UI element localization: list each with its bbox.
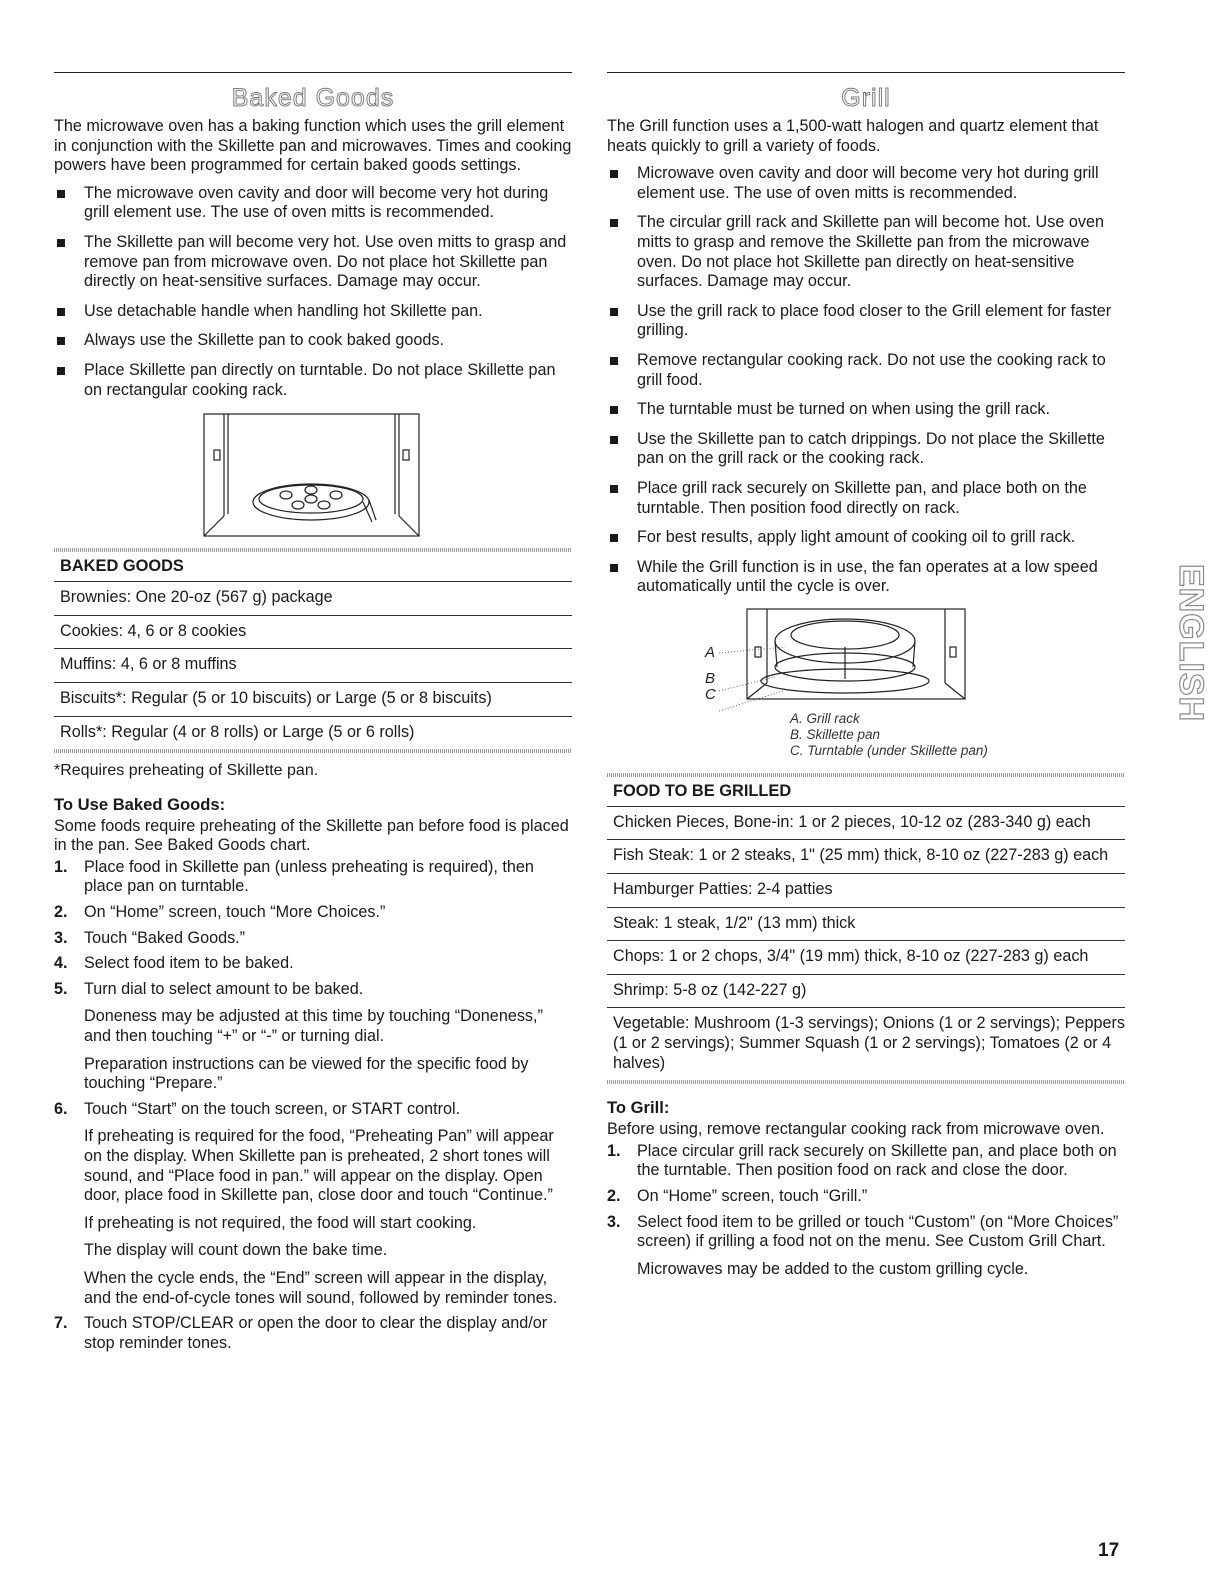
table-row: Vegetable: Mushroom (1-3 servings); Onions (1 or 2 servings); Peppers (1 or 2 servings); Summer Squash (1 or 2 servings); Tomatoes (2 or 4 halves) <box>613 1014 1125 1072</box>
step-number: 1. <box>54 857 68 876</box>
list-item: For best results, apply light amount of cooking oil to grill rack. <box>607 528 1125 548</box>
table-bottom-border <box>607 1080 1125 1084</box>
table-row: Chicken Pieces, Bone-in: 1 or 2 pieces, 10-12 oz (283-340 g) each <box>607 807 1125 841</box>
list-item: Use the Skillette pan to catch drippings. Do not place the Skillette pan on the grill rack or the cooking rack. <box>607 430 1125 469</box>
grill-oven-drawing <box>607 607 1125 703</box>
bullet-square-icon <box>610 357 618 365</box>
bullet-square-icon <box>57 308 65 316</box>
step-note: Preparation instructions can be viewed for the specific food by touching “Prepare.” <box>84 1054 529 1093</box>
step-note: Doneness may be adjusted at this time by touching “Doneness,” and then touching “+” or “-” or turning dial. <box>84 1007 543 1046</box>
step-text: Touch “Baked Goods.” <box>84 928 246 947</box>
bullet-square-icon <box>57 337 65 345</box>
bullet-square-icon <box>610 219 618 227</box>
step-note: If preheating is not required, the food will start cooking. <box>84 1213 477 1232</box>
table-row: Muffins: 4, 6 or 8 muffins <box>54 649 572 683</box>
skillette-turntable-illustration <box>54 410 572 542</box>
bullet-square-icon <box>610 436 618 444</box>
bullet-square-icon <box>610 308 618 316</box>
label-b: B <box>705 669 716 687</box>
table-row: Cookies: 4, 6 or 8 cookies <box>54 616 572 650</box>
english-tab-text: ENGLISH <box>1172 564 1210 723</box>
top-rule <box>607 72 1125 73</box>
step-text: Select food item to be baked. <box>84 954 294 973</box>
step-number: 3. <box>54 928 68 947</box>
step-text: Turn dial to select amount to be baked. <box>84 979 364 998</box>
table-row: Biscuits*: Regular (5 or 10 biscuits) or Large (5 or 8 biscuits) <box>54 683 572 717</box>
list-item: Remove rectangular cooking rack. Do not use the cooking rack to grill food. <box>607 351 1125 390</box>
baked-goods-column <box>54 72 572 1359</box>
step-number: 6. <box>54 1099 68 1118</box>
grill-rack-illustration <box>607 607 1125 703</box>
footnote-preheating: *Requires preheating of Skillette pan. <box>54 762 319 780</box>
step-item <box>54 903 572 923</box>
step-text: On “Home” screen, touch “Grill.” <box>637 1187 868 1205</box>
table-row: Rolls*: Regular (4 or 8 rolls) or Large (5 or 6 rolls) <box>60 722 415 741</box>
step-item <box>607 1213 1125 1280</box>
step-item <box>607 1187 1125 1207</box>
step-note: The display will count down the bake time. <box>84 1241 388 1260</box>
language-side-tab <box>1150 560 1210 770</box>
baked-steps-list <box>54 858 572 1353</box>
step-text: On “Home” screen, touch “More Choices.” <box>84 903 386 922</box>
figure-caption-c: C. Turntable (under Skillette pan) <box>790 742 988 758</box>
grill-steps-list <box>607 1142 1125 1280</box>
baked-use-intro: Some foods require preheating of the Skillette pan before food is placed in the pan. See Baked Goods chart. <box>54 816 569 855</box>
step-text: Touch “Start” on the touch screen, or START control. <box>84 1099 461 1118</box>
step-item <box>54 1100 572 1308</box>
step-note: If preheating is required for the food, “Preheating Pan” will appear on the display. When Skillette pan is preheated, 2 short tones will sound, and “Place food in pan.” will appear on the display. Open door, place food in Skillette pan, close door and touch “Continue.” <box>84 1127 554 1205</box>
bullet-square-icon <box>610 534 618 542</box>
table-header: FOOD TO BE GRILLED <box>607 777 1125 807</box>
grill-intro: The Grill function uses a 1,500-watt halogen and quartz element that heats quickly to grill a variety of foods. <box>607 117 1099 155</box>
label-a: A <box>705 643 716 661</box>
page-number: 17 <box>1098 1540 1120 1561</box>
step-text: Touch STOP/CLEAR or open the door to clear the display and/or stop reminder tones. <box>84 1314 548 1352</box>
table-row: Fish Steak: 1 or 2 steaks, 1" (25 mm) thick, 8-10 oz (227-283 g) each <box>607 840 1125 874</box>
step-number: 2. <box>607 1187 621 1205</box>
baked-bullet-list <box>54 184 572 400</box>
step-item <box>607 1142 1125 1181</box>
bullet-square-icon <box>610 485 618 493</box>
step-item <box>54 980 572 1094</box>
heading-to-use-baked-goods: To Use Baked Goods: <box>54 794 226 814</box>
step-note: When the cycle ends, the “End” screen will appear in the display, and the end-of-cycle tones will sound, followed by reminder tones. <box>84 1268 558 1307</box>
bullet-square-icon <box>610 564 618 572</box>
list-item: The microwave oven cavity and door will become very hot during grill element use. The use of oven mitts is recommended. <box>54 184 572 223</box>
grill-use-intro: Before using, remove rectangular cooking rack from microwave oven. <box>607 1120 1105 1139</box>
section-title-baked-goods: Baked Goods <box>231 84 395 112</box>
step-text: Place food in Skillette pan (unless preheating is required), then place pan on turntable. <box>84 857 534 896</box>
oven-cavity-drawing <box>54 410 572 542</box>
figure-caption-a: A. Grill rack <box>790 710 860 726</box>
table-header: BAKED GOODS <box>54 552 572 582</box>
bullet-square-icon <box>57 190 65 198</box>
heading-to-grill: To Grill: <box>607 1098 670 1118</box>
step-item <box>54 858 572 897</box>
baked-goods-table <box>54 548 572 753</box>
list-item: Place grill rack securely on Skillette pan, and place both on the turntable. Then position food directly on rack. <box>607 479 1125 518</box>
step-number: 5. <box>54 979 68 998</box>
step-number: 3. <box>607 1212 621 1231</box>
step-number: 2. <box>54 903 68 922</box>
top-rule <box>54 72 572 73</box>
english-tab-label <box>1150 560 1210 770</box>
bullet-square-icon <box>57 367 65 375</box>
section-title-grill: Grill <box>841 84 891 112</box>
bullet-square-icon <box>610 406 618 414</box>
step-item <box>54 1314 572 1353</box>
table-row: Hamburger Patties: 2-4 patties <box>607 874 1125 908</box>
step-text: Place circular grill rack securely on Skillette pan, and place both on the turntable. Then position food on rack and close the door. <box>637 1141 1117 1180</box>
list-item: The Skillette pan will become very hot. Use oven mitts to grasp and remove pan from microwave oven. Do not place hot Skillette pan directly on heat-sensitive surfaces. Damage may occur. <box>54 233 572 292</box>
list-item: While the Grill function is in use, the fan operates at a low speed automatically until the cycle is over. <box>607 558 1125 597</box>
step-number: 1. <box>607 1141 621 1160</box>
step-text: Select food item to be grilled or touch “Custom” (on “More Choices” screen) if grilling a food not on the menu. See Custom Grill Chart. <box>637 1212 1119 1251</box>
table-row: Chops: 1 or 2 chops, 3/4" (19 mm) thick, 8-10 oz (227-283 g) each <box>607 941 1125 975</box>
step-item <box>54 929 572 949</box>
list-item: Place Skillette pan directly on turntable. Do not place Skillette pan on rectangular cooking rack. <box>54 361 572 400</box>
bullet-square-icon <box>610 170 618 178</box>
food-to-be-grilled-table <box>607 773 1125 1084</box>
figure-caption-b: B. Skillette pan <box>790 726 881 742</box>
bullet-square-icon <box>57 239 65 247</box>
label-c: C <box>705 685 716 703</box>
step-note: Microwaves may be added to the custom grilling cycle. <box>637 1259 1029 1278</box>
list-item: The turntable must be turned on when using the grill rack. <box>607 400 1125 420</box>
step-item <box>54 954 572 974</box>
baked-intro: The microwave oven has a baking function which uses the grill element in conjunction with the Skillette pan and microwaves. Times and cooking powers have been programmed for certain baked goods settings. <box>54 117 572 175</box>
grill-bullet-list <box>607 164 1125 597</box>
list-item: Always use the Skillette pan to cook baked goods. <box>54 331 572 351</box>
step-number: 4. <box>54 954 68 973</box>
list-item: Microwave oven cavity and door will become very hot during grill element use. The use of oven mitts is recommended. <box>607 164 1125 203</box>
table-row: Steak: 1 steak, 1/2" (13 mm) thick <box>607 908 1125 942</box>
grill-column <box>607 72 1125 1285</box>
table-row: Brownies: One 20-oz (567 g) package <box>54 582 572 616</box>
list-item: The circular grill rack and Skillette pan will become hot. Use oven mitts to grasp and remove the Skillette pan from the microwave oven. Do not place hot Skillette pan directly on heat-sensitive surfaces. Damage may occur. <box>607 213 1125 291</box>
step-number: 7. <box>54 1314 68 1333</box>
table-row: Shrimp: 5-8 oz (142-227 g) <box>607 975 1125 1009</box>
list-item: Use the grill rack to place food closer to the Grill element for faster grilling. <box>607 302 1125 341</box>
list-item: Use detachable handle when handling hot Skillette pan. <box>54 302 572 322</box>
table-bottom-border <box>54 749 572 753</box>
